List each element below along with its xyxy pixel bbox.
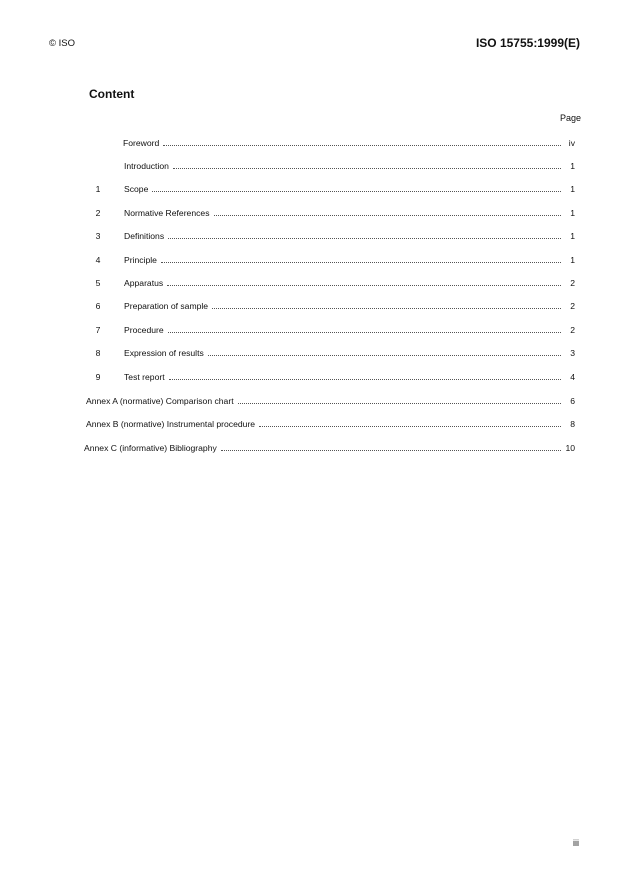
- section-number: 7: [95, 325, 101, 335]
- toc-entry[interactable]: [0, 395, 619, 407]
- section-number: 2: [95, 208, 101, 218]
- section-title[interactable]: Annex B (normative) Instrumental procedure: [86, 419, 256, 429]
- toc-entry[interactable]: [0, 160, 619, 172]
- toc-entry-title-line: [124, 277, 561, 289]
- section-title[interactable]: Annex C (informative) Bibliography: [84, 443, 217, 453]
- toc-entry[interactable]: [0, 230, 619, 242]
- section-title[interactable]: Annex A (normative) Comparison chart: [86, 396, 234, 406]
- section-number: 9: [95, 372, 101, 382]
- toc-entry[interactable]: [0, 418, 619, 430]
- page-number: 2: [570, 325, 575, 335]
- section-number: 5: [95, 278, 101, 288]
- toc-entry-title-line: [124, 254, 561, 266]
- copyright-label: © ISO: [49, 38, 76, 49]
- section-title[interactable]: Scope: [124, 184, 149, 194]
- dot-leader: [152, 183, 561, 192]
- toc-entry-title-line: [124, 324, 561, 336]
- page-number: 1: [570, 231, 575, 241]
- page-number: 3: [570, 348, 575, 358]
- footer-page-number: iii: [573, 838, 579, 848]
- page-number: 8: [570, 419, 575, 429]
- toc-entry-title-line: [124, 371, 561, 383]
- section-title[interactable]: Preparation of sample: [124, 301, 209, 311]
- dot-leader: [212, 300, 561, 309]
- section-number: 4: [95, 255, 101, 265]
- page-number: 6: [570, 396, 575, 406]
- toc-entry-title-line: [124, 300, 561, 312]
- dot-leader: [221, 442, 561, 451]
- section-title[interactable]: Test report: [124, 372, 165, 382]
- page-number: 1: [570, 255, 575, 265]
- toc-entry-title-line: [124, 230, 561, 242]
- toc-entry[interactable]: [0, 183, 619, 195]
- page-number: 1: [570, 208, 575, 218]
- toc-entry[interactable]: [0, 442, 619, 454]
- section-title[interactable]: Principle: [124, 255, 157, 265]
- section-title[interactable]: Apparatus: [124, 278, 164, 288]
- toc-entry-title-line: [124, 347, 561, 359]
- dot-leader: [208, 347, 561, 356]
- dot-leader: [169, 371, 561, 380]
- toc-entry-title-line: [84, 442, 561, 454]
- toc-entry-title-line: [86, 418, 561, 430]
- toc-entry[interactable]: [0, 277, 619, 289]
- section-title[interactable]: Normative References: [124, 208, 210, 218]
- page-title: Content: [89, 87, 135, 101]
- dot-leader: [168, 230, 561, 239]
- dot-leader: [238, 395, 561, 404]
- toc-entry-title-line: [124, 207, 561, 219]
- section-title[interactable]: Procedure: [124, 325, 164, 335]
- dot-leader: [163, 137, 561, 146]
- dot-leader: [173, 160, 561, 169]
- toc-entry[interactable]: [0, 347, 619, 359]
- section-title[interactable]: Introduction: [124, 161, 169, 171]
- dot-leader: [167, 277, 561, 286]
- toc-entry-title-line: [124, 160, 561, 172]
- section-title[interactable]: Definitions: [124, 231, 165, 241]
- toc-entry-title-line: [124, 183, 561, 195]
- page-number: 1: [570, 184, 575, 194]
- toc-entry[interactable]: [0, 300, 619, 312]
- section-number: 3: [95, 231, 101, 241]
- toc-entry[interactable]: [0, 137, 619, 149]
- page-column-label: Page: [559, 113, 581, 123]
- page-number: 4: [570, 372, 575, 382]
- section-number: 6: [95, 301, 101, 311]
- section-title[interactable]: Foreword: [123, 138, 160, 148]
- page-number: 2: [570, 278, 575, 288]
- toc-entry-title-line: [86, 395, 561, 407]
- section-title[interactable]: Expression of results: [124, 348, 204, 358]
- section-number: 8: [95, 348, 101, 358]
- toc-entry[interactable]: [0, 371, 619, 383]
- page-number: iv: [568, 138, 575, 148]
- toc-entry[interactable]: [0, 254, 619, 266]
- toc-entry[interactable]: [0, 324, 619, 336]
- dot-leader: [161, 254, 561, 263]
- page-number: 1: [570, 161, 575, 171]
- section-number: 1: [95, 184, 101, 194]
- dot-leader: [168, 324, 561, 333]
- toc-entry[interactable]: [0, 207, 619, 219]
- page-number: 2: [570, 301, 575, 311]
- dot-leader: [259, 418, 561, 427]
- dot-leader: [214, 207, 562, 216]
- toc-entry-title-line: [123, 137, 561, 149]
- document-id: ISO 15755:1999(E): [475, 36, 580, 50]
- page-number: 10: [565, 443, 575, 453]
